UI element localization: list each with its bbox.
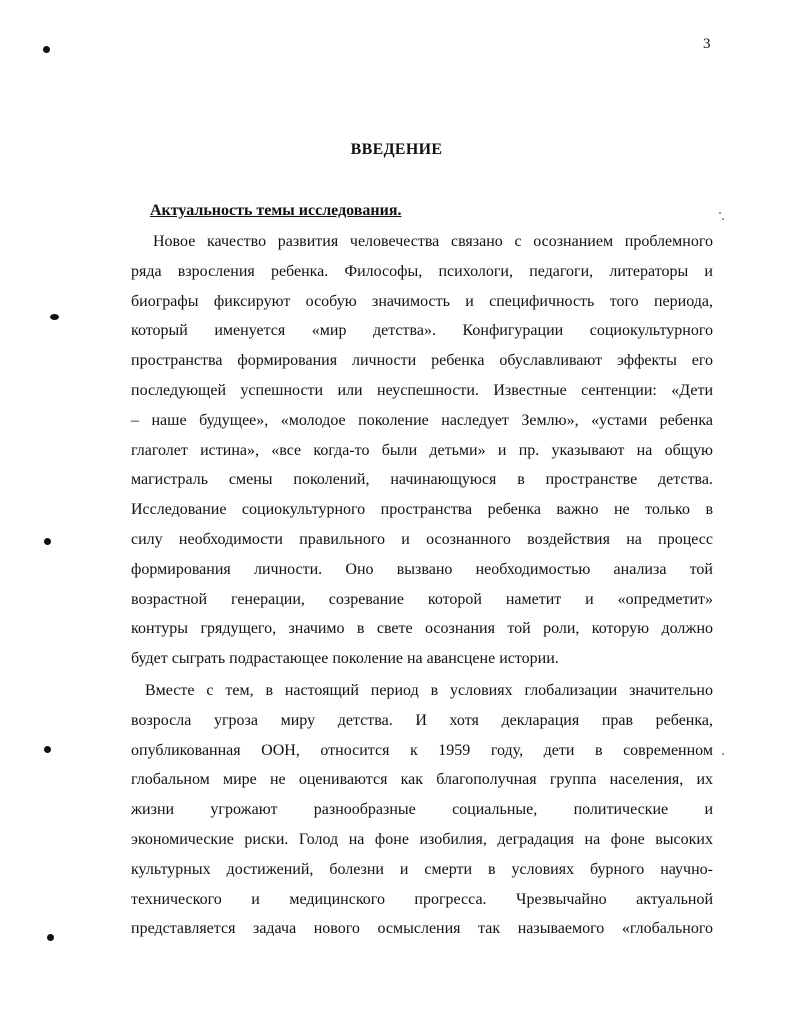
text-line: глобальном мире не оцениваются как благополучная группа населения, их	[131, 771, 713, 789]
text-line: жизни угрожают разнообразные социальные, политические и	[131, 801, 713, 819]
page-number: 3	[703, 36, 711, 52]
paragraph-2	[131, 676, 713, 944]
text-line: формирования личности. Оно вызвано необходимостью анализа той	[131, 560, 713, 578]
binder-hole-mark	[43, 46, 50, 53]
scan-speck	[719, 212, 721, 214]
text-line: Исследование социокультурного пространства ребенка важно не только в	[131, 501, 713, 519]
text-line: будет сыграть подрастающее поколение на авансцене истории.	[131, 650, 559, 668]
text-line: представляется задача нового осмысления так называемого «глобального	[131, 920, 713, 938]
binder-hole-mark	[44, 538, 51, 545]
text-line: технического и медицинского прогресса. Чрезвычайно актуальной	[131, 890, 713, 908]
section-heading: Актуальность темы исследования.	[150, 202, 402, 219]
text-line: экономические риски. Голод на фоне изобилия, деградация на фоне высоких	[131, 830, 713, 848]
text-line: возросла угроза миру детства. И хотя декларация прав ребенка,	[131, 711, 713, 729]
paragraph-1	[131, 227, 713, 674]
binder-hole-mark	[44, 746, 51, 753]
text-line: последующей успешности или неуспешности. Известные сентенции: «Дети	[131, 381, 713, 399]
text-line: культурных достижений, болезни и смерти в условиях бурного научно-	[131, 860, 713, 878]
page-title: ВВЕДЕНИЕ	[350, 141, 443, 158]
text-line: который именуется «мир детства». Конфигурации социокультурного	[131, 322, 713, 340]
text-line: опубликованная ООН, относится к 1959 году, дети в современном	[131, 741, 713, 759]
text-line: пространства формирования личности ребенка обуславливают эффекты его	[131, 352, 713, 370]
text-line: Новое качество развития человечества связано с осознанием проблемного	[153, 233, 713, 250]
scan-speck	[722, 753, 724, 755]
binder-hole-mark	[50, 314, 59, 320]
text-line: ряда взросления ребенка. Философы, психологи, педагоги, литераторы и	[131, 262, 713, 280]
text-line: глаголет истина», «все когда-то были детьми» и пр. указывают на общую	[131, 441, 713, 459]
text-line: биографы фиксируют особую значимость и специфичность того периода,	[131, 292, 713, 310]
binder-hole-mark	[47, 934, 54, 941]
text-line: контуры грядущего, значимо в свете осознания той роли, которую должно	[131, 620, 713, 638]
text-line: силу необходимости правильного и осознанного воздействия на процесс	[131, 530, 713, 548]
text-line: – наше будущее», «молодое поколение наследует Землю», «устами ребенка	[131, 411, 713, 429]
text-line: возрастной генерации, созревание которой наметит и «опредметит»	[131, 590, 713, 608]
scan-speck	[722, 218, 724, 220]
text-line: Вместе с тем, в настоящий период в условиях глобализации значительно	[145, 682, 713, 699]
text-line: магистраль смены поколений, начинающуюся в пространстве детства.	[131, 471, 713, 489]
